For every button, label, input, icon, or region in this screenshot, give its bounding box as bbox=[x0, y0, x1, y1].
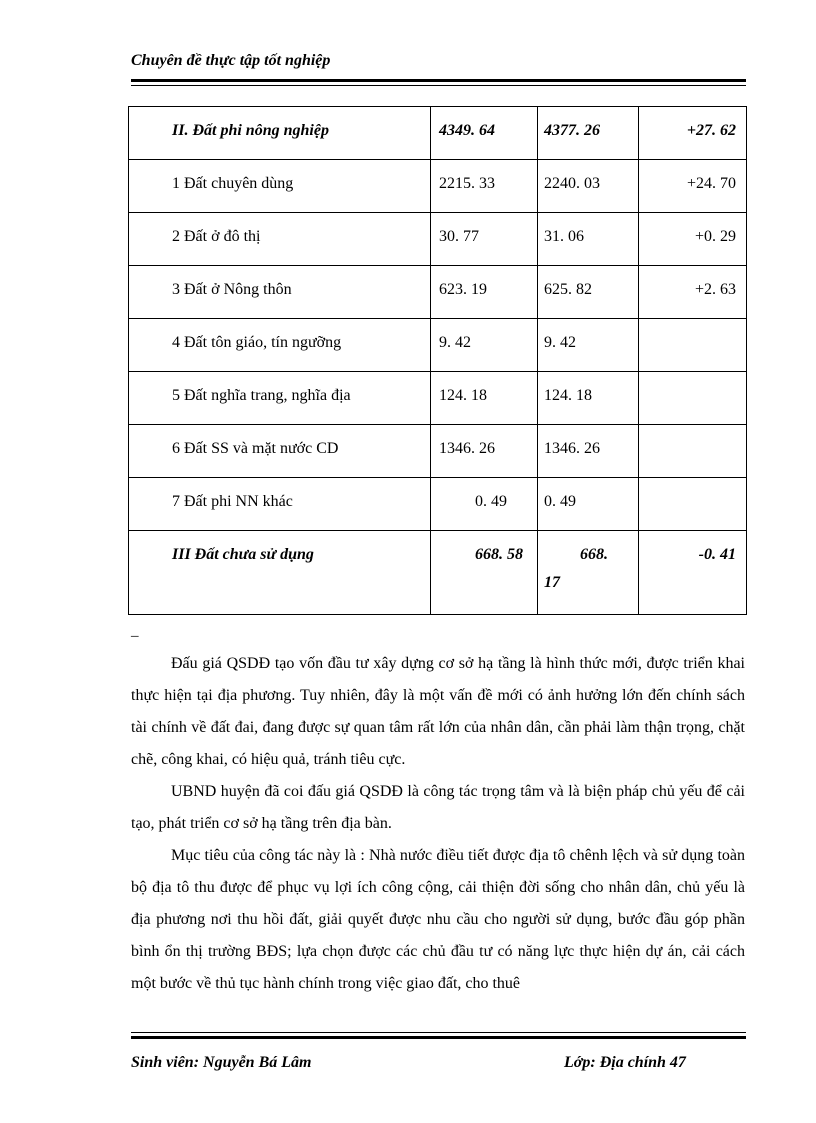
table-row bbox=[129, 372, 747, 425]
value-2006-cell: 9. 42 bbox=[538, 319, 639, 372]
paragraph: Đấu giá QSDĐ tạo vốn đầu tư xây dựng cơ sở hạ tầng là hình thức mới, được triển khai thực hiện tại địa phương. Tuy nhiên, đây là một vấn đề mới có ảnh hưởng lớn đến chính sách tài chính về đất đai, đang được sự quan tâm rất lớn của nhân dân, cần phải làm thận trọng, chặt chẽ, công khai, có hiệu quả, tránh tiêu cực. bbox=[131, 655, 745, 768]
land-type-cell: 2 Đất ở đô thị bbox=[129, 213, 431, 266]
footer-rule-thin bbox=[131, 1032, 746, 1033]
body-text bbox=[131, 648, 745, 1000]
change-cell: +24. 70 bbox=[639, 160, 747, 213]
footer-student-name: Sinh viên: Nguyễn Bá Lâm bbox=[131, 1054, 312, 1071]
paragraph: Mục tiêu của công tác này là : Nhà nước điều tiết được địa tô chênh lệch và sử dụng toàn bộ địa tô thu được để phục vụ lợi ích công cộng, cải thiện đời sống cho nhân dân, chủ yếu là địa phương nơi thu hồi đất, giải quyết được nhu cầu cho người sử dụng, bước đầu góp phần bình ổn thị trường BĐS; lựa chọn được các chủ đầu tư có năng lực thực hiện dự án, cải cách một bước về thủ tục hành chính trong việc giao đất, cho thuê bbox=[131, 847, 745, 992]
value-2005-cell: 1346. 26 bbox=[431, 425, 538, 478]
table-row bbox=[129, 425, 747, 478]
value-2005-cell: 2215. 33 bbox=[431, 160, 538, 213]
change-cell bbox=[639, 425, 747, 478]
value-2006-cell: 124. 18 bbox=[538, 372, 639, 425]
land-type-cell: 3 Đất ở Nông thôn bbox=[129, 266, 431, 319]
land-type-cell: III Đất chưa sử dụng bbox=[129, 531, 431, 615]
table-row bbox=[129, 478, 747, 531]
change-cell: +27. 62 bbox=[639, 107, 747, 160]
page-header-title: Chuyên đề thực tập tốt nghiệp bbox=[131, 52, 331, 69]
land-type-cell: 7 Đất phi NN khác bbox=[129, 478, 431, 531]
land-type-cell: 6 Đất SS và mặt nước CD bbox=[129, 425, 431, 478]
value-2006-cell: 4377. 26 bbox=[538, 107, 639, 160]
change-cell bbox=[639, 372, 747, 425]
land-type-cell: 1 Đất chuyên dùng bbox=[129, 160, 431, 213]
value-2006-cell: 0. 49 bbox=[538, 478, 639, 531]
value-2005-cell: 124. 18 bbox=[431, 372, 538, 425]
land-type-cell: II. Đất phi nông nghiệp bbox=[129, 107, 431, 160]
value-2005-cell: 4349. 64 bbox=[431, 107, 538, 160]
table-row bbox=[129, 213, 747, 266]
value-2006-cell: 625. 82 bbox=[538, 266, 639, 319]
value-2006-cell: 1346. 26 bbox=[538, 425, 639, 478]
footer-class: Lớp: Địa chính 47 bbox=[564, 1054, 686, 1071]
value-2005-cell: 0. 49 bbox=[431, 478, 538, 531]
land-use-table bbox=[128, 106, 747, 615]
header-rule-thin bbox=[131, 85, 746, 86]
value-2005-cell: 623. 19 bbox=[431, 266, 538, 319]
change-cell: +0. 29 bbox=[639, 213, 747, 266]
header-rule-thick bbox=[131, 79, 746, 82]
value-2006-line2: 17 bbox=[544, 574, 560, 591]
paragraph: UBND huyện đã coi đấu giá QSDĐ là công tác trọng tâm và là biện pháp chủ yếu để cải tạo, phát triển cơ sở hạ tầng trên địa bàn. bbox=[131, 783, 745, 832]
table-row bbox=[129, 160, 747, 213]
footer-rule-thick bbox=[131, 1036, 746, 1039]
value-2006-cell: 31. 06 bbox=[538, 213, 639, 266]
value-2006-cell bbox=[538, 531, 639, 615]
value-2005-cell: 9. 42 bbox=[431, 319, 538, 372]
change-cell: +2. 63 bbox=[639, 266, 747, 319]
value-2006-line1: 668. bbox=[580, 546, 608, 563]
change-cell: -0. 41 bbox=[639, 531, 747, 615]
table-row bbox=[129, 266, 747, 319]
value-2005-cell: 30. 77 bbox=[431, 213, 538, 266]
table-row bbox=[129, 531, 747, 615]
change-cell bbox=[639, 478, 747, 531]
land-type-cell: 5 Đất nghĩa trang, nghĩa địa bbox=[129, 372, 431, 425]
change-cell bbox=[639, 319, 747, 372]
separator-dash: _ bbox=[131, 623, 139, 639]
table-row bbox=[129, 107, 747, 160]
value-2005-cell: 668. 58 bbox=[431, 531, 538, 615]
land-type-cell: 4 Đất tôn giáo, tín ngưỡng bbox=[129, 319, 431, 372]
value-2006-cell: 2240. 03 bbox=[538, 160, 639, 213]
table-row bbox=[129, 319, 747, 372]
